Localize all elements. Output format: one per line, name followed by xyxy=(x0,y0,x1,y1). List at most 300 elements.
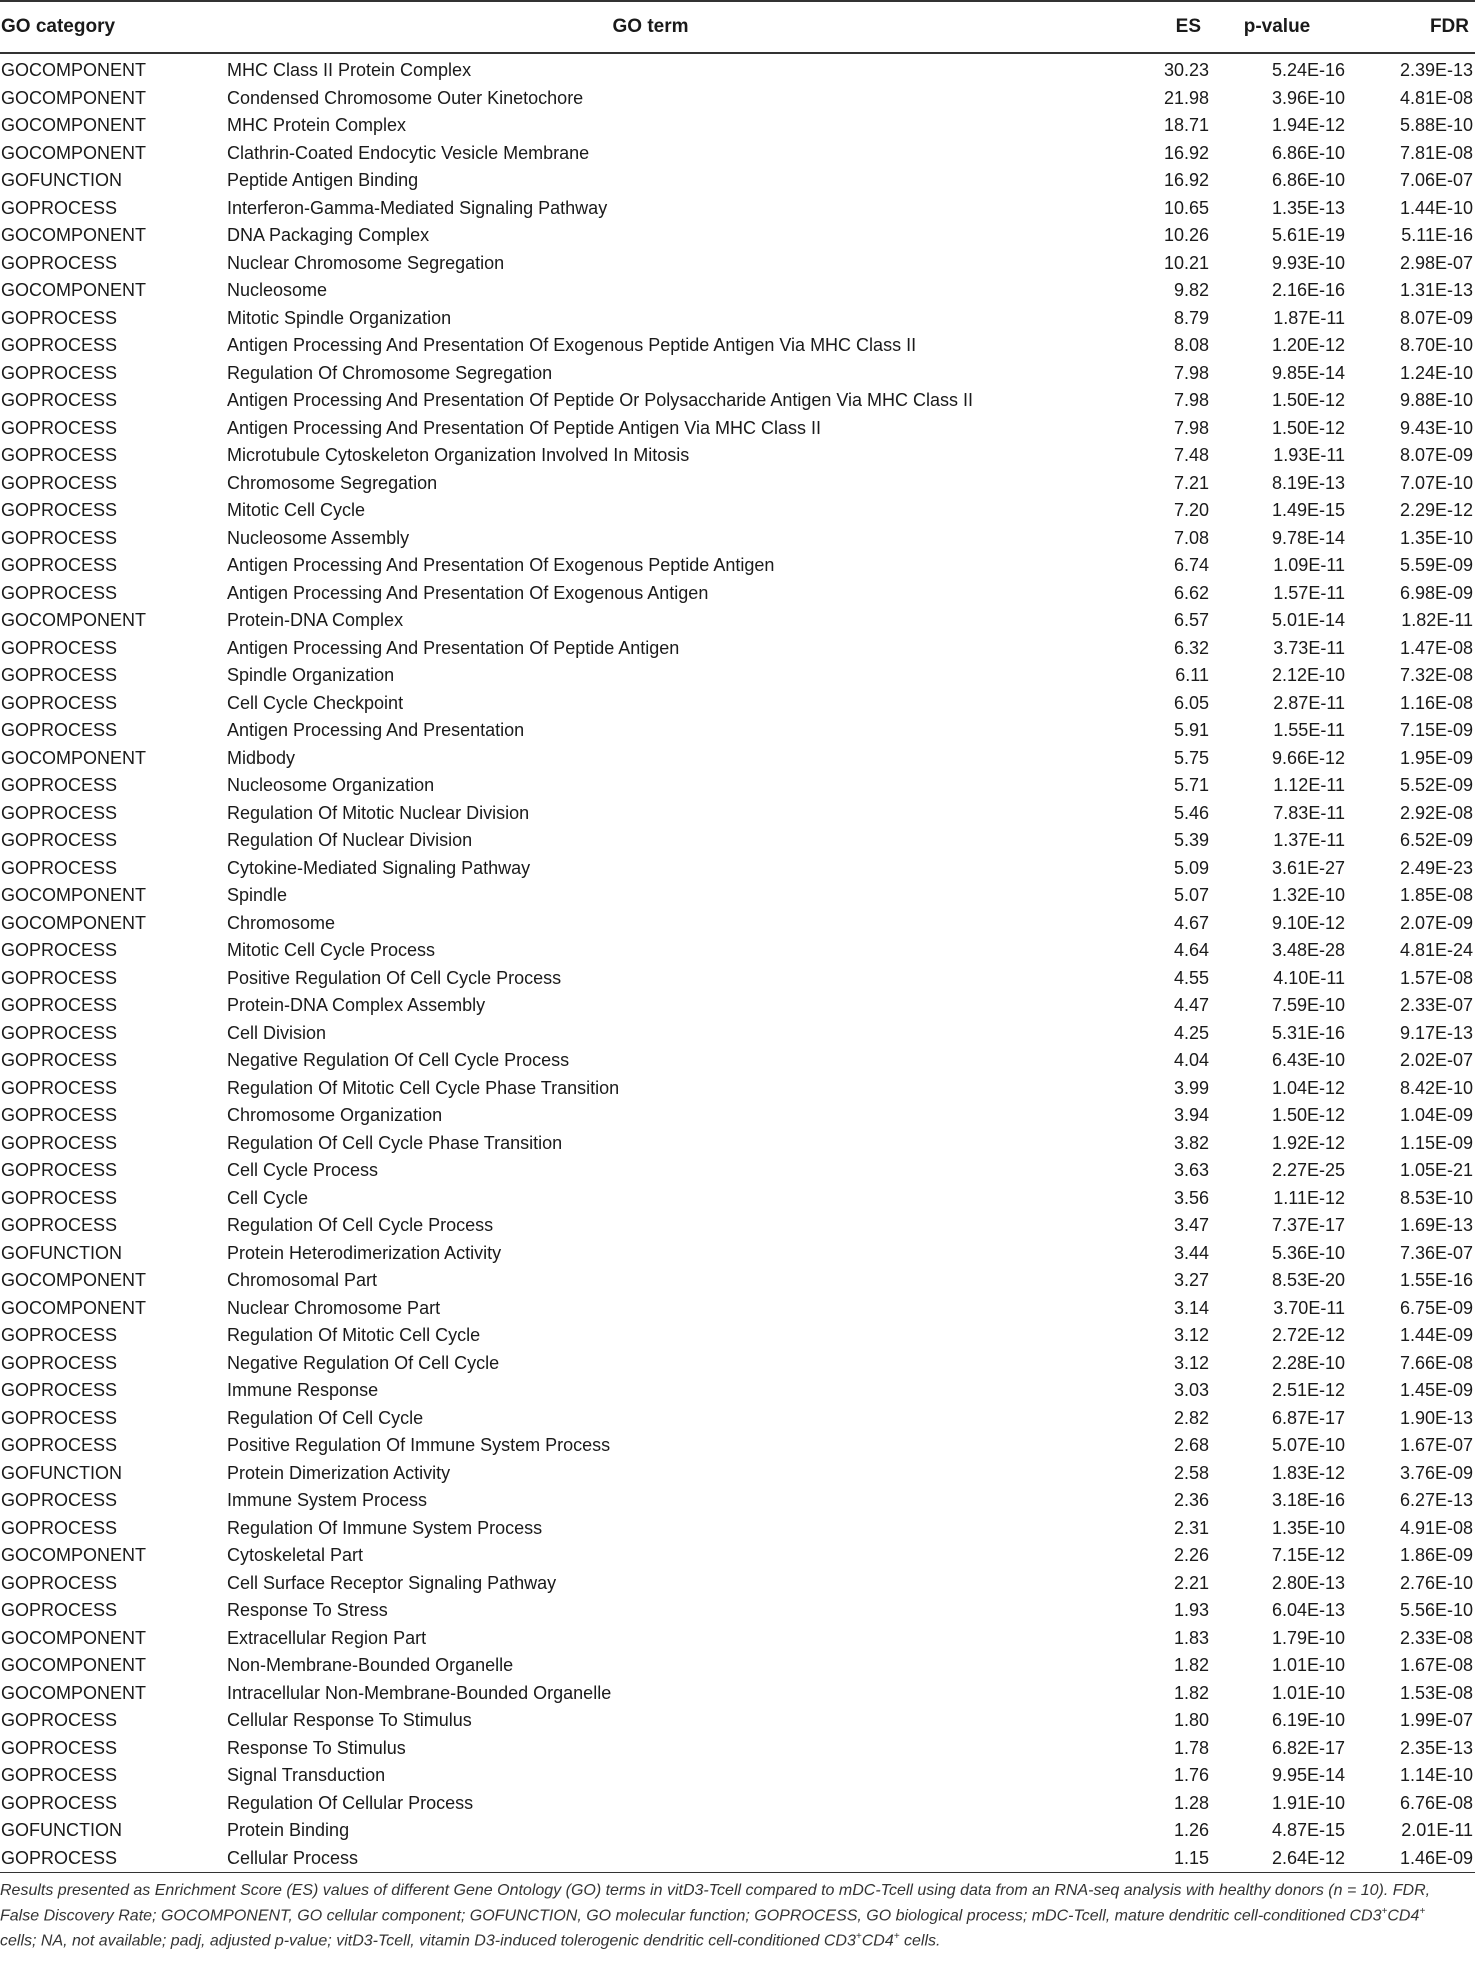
cell-go-category: GOCOMPONENT xyxy=(1,747,147,768)
cell-go-category: GOPROCESS xyxy=(1,1325,118,1345)
cell-p-value: 4.87E-15 xyxy=(1271,1820,1345,1840)
table-row xyxy=(0,1295,1475,1323)
table-row xyxy=(0,1515,1475,1543)
table-row xyxy=(0,53,1475,85)
cell-go-category: GOPROCESS xyxy=(1,252,118,273)
cell-fdr: 1.05E-21 xyxy=(1399,1160,1473,1180)
cell-p-value: 9.95E-14 xyxy=(1271,1765,1345,1785)
cell-fdr: 1.99E-07 xyxy=(1399,1710,1473,1730)
cell-go-category: GOPROCESS xyxy=(1,582,118,603)
table-row xyxy=(0,552,1475,580)
cell-fdr: 2.01E-11 xyxy=(1401,1820,1473,1840)
table-row xyxy=(0,1185,1475,1213)
cell-p-value: 6.04E-13 xyxy=(1271,1600,1345,1620)
cell-go-term: Nuclear Chromosome Part xyxy=(227,1297,441,1318)
table-row xyxy=(0,662,1475,690)
cell-es: 6.05 xyxy=(1173,692,1209,713)
cell-go-term: Spindle Organization xyxy=(227,665,395,685)
cell-go-category: GOCOMPONENT xyxy=(1,1297,147,1318)
table-row xyxy=(0,1102,1475,1130)
cell-es: 8.79 xyxy=(1173,307,1209,328)
cell-es: 6.57 xyxy=(1173,610,1209,630)
cell-fdr: 7.81E-08 xyxy=(1399,142,1473,163)
cell-es: 6.74 xyxy=(1173,555,1209,575)
cell-fdr: 1.69E-13 xyxy=(1399,1215,1473,1235)
table-row xyxy=(0,1542,1475,1570)
cell-p-value: 6.86E-10 xyxy=(1271,142,1345,163)
footnote-sup-2: + xyxy=(1419,1906,1426,1917)
footnote-text-1: Results presented as Enrichment Score (ES) values of different Gene Ontology (GO) terms in vitD3-Tcell compared to mDC-Tcell using data from an RNA-seq analysis with healthy donors (n = 10). FDR, False Discovery Rate; GOCOMPONENT, GO cellular component; GOFUNCTION, GO molecular function; GOPROCESS, GO biological process; mDC-Tcell, mature dendritic cell-conditioned CD3 xyxy=(0,1882,1431,1925)
cell-es: 2.26 xyxy=(1173,1545,1209,1565)
cell-fdr: 1.53E-08 xyxy=(1399,1682,1473,1703)
table-row xyxy=(0,1625,1475,1653)
cell-fdr: 4.81E-24 xyxy=(1399,940,1473,960)
cell-go-term: Nucleosome Organization xyxy=(227,775,435,795)
table-row xyxy=(0,855,1475,883)
table-row xyxy=(0,1597,1475,1625)
cell-p-value: 3.18E-16 xyxy=(1271,1490,1345,1510)
cell-fdr: 2.35E-13 xyxy=(1399,1737,1473,1758)
cell-fdr: 5.11E-16 xyxy=(1401,225,1473,245)
table-row xyxy=(0,1570,1475,1598)
table-row xyxy=(0,1047,1475,1075)
cell-p-value: 1.09E-11 xyxy=(1273,555,1345,575)
cell-go-term: Antigen Processing And Presentation Of Exogenous Antigen xyxy=(227,582,709,603)
cell-go-term: Regulation Of Cell Cycle Phase Transition xyxy=(227,1132,563,1153)
cell-go-term: Cell Cycle Checkpoint xyxy=(227,692,404,713)
cell-go-term: Mitotic Spindle Organization xyxy=(227,307,452,328)
table-row xyxy=(0,580,1475,608)
cell-go-category: GOCOMPONENT xyxy=(1,280,147,300)
cell-go-category: GOPROCESS xyxy=(1,362,118,383)
cell-p-value: 3.61E-27 xyxy=(1271,857,1345,878)
cell-es: 4.64 xyxy=(1173,940,1209,960)
table-row xyxy=(0,717,1475,745)
table-row xyxy=(0,607,1475,635)
cell-go-term: DNA Packaging Complex xyxy=(227,225,430,245)
cell-go-category: GOCOMPONENT xyxy=(1,610,147,630)
cell-fdr: 6.27E-13 xyxy=(1399,1490,1473,1510)
cell-p-value: 1.55E-11 xyxy=(1273,720,1345,740)
cell-go-category: GOFUNCTION xyxy=(1,170,122,190)
cell-go-category: GOCOMPONENT xyxy=(1,60,147,80)
cell-fdr: 1.95E-09 xyxy=(1399,747,1473,768)
cell-p-value: 6.43E-10 xyxy=(1271,1050,1345,1070)
table-row xyxy=(0,1845,1475,1873)
cell-es: 10.26 xyxy=(1163,225,1209,245)
cell-es: 5.71 xyxy=(1173,775,1209,795)
cell-go-category: GOPROCESS xyxy=(1,1215,118,1235)
cell-p-value: 6.82E-17 xyxy=(1271,1737,1345,1758)
cell-es: 7.98 xyxy=(1173,390,1209,410)
cell-es: 2.58 xyxy=(1173,1462,1209,1483)
cell-go-term: Regulation Of Cell Cycle Process xyxy=(227,1215,494,1235)
table-row xyxy=(0,1157,1475,1185)
cell-p-value: 5.24E-16 xyxy=(1271,60,1345,80)
table-row xyxy=(0,1267,1475,1295)
cell-go-term: Antigen Processing And Presentation xyxy=(227,720,525,740)
cell-fdr: 8.07E-09 xyxy=(1399,445,1473,465)
cell-go-term: Chromosome Segregation xyxy=(227,472,438,493)
cell-fdr: 7.15E-09 xyxy=(1399,720,1473,740)
cell-go-category: GOPROCESS xyxy=(1,417,118,438)
cell-go-term: Clathrin-Coated Endocytic Vesicle Membrane xyxy=(227,142,590,163)
cell-fdr: 3.76E-09 xyxy=(1399,1462,1473,1483)
cell-es: 4.67 xyxy=(1173,912,1209,933)
cell-go-term: Regulation Of Mitotic Cell Cycle Phase Transition xyxy=(227,1077,620,1098)
table-row xyxy=(0,882,1475,910)
cell-p-value: 1.49E-15 xyxy=(1271,500,1345,520)
cell-go-term: Spindle xyxy=(227,885,288,905)
cell-es: 21.98 xyxy=(1163,87,1209,108)
footnote-text-3: cells; NA, not available; padj, adjusted p-value; vitD3-Tcell, vitamin D3-induced tolerogenic dendritic cell-conditioned CD3 xyxy=(0,1932,856,1950)
cell-go-category: GOCOMPONENT xyxy=(1,1655,147,1675)
cell-go-term: Nucleosome Assembly xyxy=(227,527,410,548)
cell-es: 5.07 xyxy=(1173,885,1209,905)
cell-fdr: 1.67E-07 xyxy=(1399,1435,1473,1455)
cell-fdr: 1.45E-09 xyxy=(1399,1380,1473,1400)
cell-es: 1.80 xyxy=(1173,1710,1209,1730)
cell-fdr: 1.44E-10 xyxy=(1399,197,1473,218)
cell-es: 3.94 xyxy=(1173,1105,1209,1125)
cell-go-category: GOPROCESS xyxy=(1,390,118,410)
table-row xyxy=(0,360,1475,388)
table-footnote xyxy=(0,1880,1450,1952)
cell-es: 3.03 xyxy=(1173,1380,1209,1400)
header-es: ES xyxy=(1074,1,1209,53)
table-row xyxy=(0,525,1475,553)
table-body xyxy=(0,53,1475,1873)
cell-p-value: 9.10E-12 xyxy=(1271,912,1345,933)
table-row xyxy=(0,937,1475,965)
cell-fdr: 6.75E-09 xyxy=(1399,1297,1473,1318)
cell-es: 1.83 xyxy=(1173,1627,1209,1648)
cell-go-category: GOPROCESS xyxy=(1,1160,118,1180)
cell-go-term: Antigen Processing And Presentation Of Peptide Antigen xyxy=(227,637,680,658)
cell-es: 5.91 xyxy=(1173,720,1209,740)
table-row xyxy=(0,690,1475,718)
cell-fdr: 1.14E-10 xyxy=(1399,1765,1473,1785)
cell-go-category: GOCOMPONENT xyxy=(1,1270,147,1290)
cell-es: 3.12 xyxy=(1173,1352,1209,1373)
cell-p-value: 3.96E-10 xyxy=(1271,87,1345,108)
cell-es: 3.44 xyxy=(1173,1242,1209,1263)
table-row xyxy=(0,1652,1475,1680)
cell-p-value: 5.36E-10 xyxy=(1271,1242,1345,1263)
cell-p-value: 1.37E-11 xyxy=(1273,830,1345,850)
cell-go-category: GOCOMPONENT xyxy=(1,1545,147,1565)
cell-fdr: 1.04E-09 xyxy=(1399,1105,1473,1125)
cell-go-category: GOPROCESS xyxy=(1,1737,118,1758)
cell-fdr: 9.43E-10 xyxy=(1399,417,1473,438)
cell-go-term: Antigen Processing And Presentation Of Peptide Antigen Via MHC Class II xyxy=(227,417,821,438)
cell-es: 5.09 xyxy=(1173,857,1209,878)
cell-go-term: Negative Regulation Of Cell Cycle xyxy=(227,1352,500,1373)
cell-go-term: Protein Dimerization Activity xyxy=(227,1462,451,1483)
cell-es: 1.93 xyxy=(1173,1600,1209,1620)
cell-go-category: GOPROCESS xyxy=(1,1600,118,1620)
cell-es: 3.47 xyxy=(1173,1215,1209,1235)
cell-go-category: GOCOMPONENT xyxy=(1,115,147,135)
cell-fdr: 5.88E-10 xyxy=(1399,115,1473,135)
cell-go-term: Immune System Process xyxy=(227,1490,428,1510)
cell-go-term: Nucleosome xyxy=(227,280,328,300)
table-row xyxy=(0,965,1475,993)
table-row xyxy=(0,497,1475,525)
cell-go-category: GOPROCESS xyxy=(1,1050,118,1070)
cell-es: 3.63 xyxy=(1173,1160,1209,1180)
cell-fdr: 2.92E-08 xyxy=(1399,802,1473,823)
cell-p-value: 2.72E-12 xyxy=(1271,1325,1345,1345)
cell-es: 7.20 xyxy=(1173,500,1209,520)
cell-go-term: MHC Protein Complex xyxy=(227,115,407,135)
table-row xyxy=(0,167,1475,195)
cell-fdr: 4.81E-08 xyxy=(1399,87,1473,108)
cell-fdr: 7.06E-07 xyxy=(1399,170,1473,190)
cell-es: 5.46 xyxy=(1173,802,1209,823)
cell-es: 3.27 xyxy=(1173,1270,1209,1290)
cell-go-term: Response To Stress xyxy=(227,1600,388,1620)
cell-fdr: 9.88E-10 xyxy=(1399,390,1473,410)
table-row xyxy=(0,1130,1475,1158)
cell-es: 9.82 xyxy=(1173,280,1209,300)
cell-es: 8.08 xyxy=(1173,335,1209,355)
cell-p-value: 6.19E-10 xyxy=(1271,1710,1345,1730)
header-go-category: GO category xyxy=(0,1,227,53)
cell-p-value: 1.01E-10 xyxy=(1271,1682,1345,1703)
cell-p-value: 1.04E-12 xyxy=(1271,1077,1345,1098)
cell-es: 2.68 xyxy=(1173,1435,1209,1455)
cell-go-category: GOPROCESS xyxy=(1,1077,118,1098)
table-row xyxy=(0,1680,1475,1708)
cell-go-category: GOPROCESS xyxy=(1,1435,118,1455)
cell-p-value: 1.01E-10 xyxy=(1271,1655,1345,1675)
cell-p-value: 9.85E-14 xyxy=(1271,362,1345,383)
cell-p-value: 3.48E-28 xyxy=(1271,940,1345,960)
cell-es: 4.47 xyxy=(1173,995,1209,1015)
cell-es: 6.11 xyxy=(1175,665,1209,685)
table-row xyxy=(0,1735,1475,1763)
cell-fdr: 1.85E-08 xyxy=(1399,885,1473,905)
cell-p-value: 7.59E-10 xyxy=(1271,995,1345,1015)
cell-p-value: 6.87E-17 xyxy=(1271,1407,1345,1428)
header-row xyxy=(0,1,1475,53)
cell-go-category: GOCOMPONENT xyxy=(1,142,147,163)
cell-go-category: GOPROCESS xyxy=(1,637,118,658)
cell-es: 10.65 xyxy=(1163,197,1209,218)
table-row xyxy=(0,195,1475,223)
table-row xyxy=(0,1322,1475,1350)
cell-go-category: GOCOMPONENT xyxy=(1,87,147,108)
cell-go-term: Chromosome Organization xyxy=(227,1105,443,1125)
cell-fdr: 1.86E-09 xyxy=(1399,1545,1473,1565)
cell-es: 3.12 xyxy=(1173,1325,1209,1345)
cell-go-category: GOCOMPONENT xyxy=(1,1627,147,1648)
cell-fdr: 2.02E-07 xyxy=(1399,1050,1473,1070)
header-p-value: p-value xyxy=(1209,1,1345,53)
cell-go-category: GOPROCESS xyxy=(1,1380,118,1400)
cell-es: 6.62 xyxy=(1173,582,1209,603)
cell-es: 2.82 xyxy=(1173,1407,1209,1428)
cell-es: 7.48 xyxy=(1173,445,1209,465)
table-row xyxy=(0,635,1475,663)
cell-p-value: 5.07E-10 xyxy=(1271,1435,1345,1455)
cell-es: 3.56 xyxy=(1173,1187,1209,1208)
cell-p-value: 1.32E-10 xyxy=(1271,885,1345,905)
cell-go-category: GOCOMPONENT xyxy=(1,885,147,905)
table-row xyxy=(0,1240,1475,1268)
cell-es: 7.21 xyxy=(1173,472,1209,493)
cell-fdr: 1.47E-08 xyxy=(1399,637,1473,658)
cell-es: 3.99 xyxy=(1173,1077,1209,1098)
cell-go-term: Antigen Processing And Presentation Of Exogenous Peptide Antigen xyxy=(227,555,775,575)
cell-fdr: 1.55E-16 xyxy=(1399,1270,1473,1290)
cell-p-value: 2.28E-10 xyxy=(1271,1352,1345,1373)
cell-go-term: Regulation Of Mitotic Cell Cycle xyxy=(227,1325,481,1345)
cell-p-value: 2.12E-10 xyxy=(1271,665,1345,685)
cell-go-term: Chromosome xyxy=(227,912,336,933)
cell-fdr: 1.15E-09 xyxy=(1399,1132,1473,1153)
cell-fdr: 6.98E-09 xyxy=(1399,582,1473,603)
cell-fdr: 2.33E-08 xyxy=(1399,1627,1473,1648)
cell-go-category: GOCOMPONENT xyxy=(1,1682,147,1703)
cell-fdr: 1.90E-13 xyxy=(1399,1407,1473,1428)
table-row xyxy=(0,1707,1475,1735)
table-row xyxy=(0,910,1475,938)
cell-go-category: GOPROCESS xyxy=(1,445,118,465)
cell-go-category: GOPROCESS xyxy=(1,1517,118,1538)
cell-go-category: GOFUNCTION xyxy=(1,1462,122,1483)
cell-fdr: 1.46E-09 xyxy=(1345,1845,1475,1873)
cell-fdr: 8.42E-10 xyxy=(1399,1077,1473,1098)
cell-fdr: 2.07E-09 xyxy=(1399,912,1473,933)
cell-fdr: 2.98E-07 xyxy=(1399,252,1473,273)
header-go-term: GO term xyxy=(227,1,1074,53)
table-row xyxy=(0,1350,1475,1378)
table-row xyxy=(0,1790,1475,1818)
cell-p-value: 3.73E-11 xyxy=(1273,637,1345,658)
cell-p-value: 2.51E-12 xyxy=(1271,1380,1345,1400)
cell-es: 2.21 xyxy=(1173,1572,1209,1593)
cell-go-category: GOPROCESS xyxy=(1,197,118,218)
table-row xyxy=(0,1020,1475,1048)
cell-p-value: 9.93E-10 xyxy=(1271,252,1345,273)
cell-go-category: GOPROCESS xyxy=(1,1710,118,1730)
cell-p-value: 1.12E-11 xyxy=(1273,775,1345,795)
table-row xyxy=(0,305,1475,333)
cell-fdr: 1.16E-08 xyxy=(1399,692,1473,713)
table-row xyxy=(0,222,1475,250)
cell-fdr: 1.57E-08 xyxy=(1399,967,1473,988)
cell-es: 4.04 xyxy=(1173,1050,1209,1070)
table-row xyxy=(0,992,1475,1020)
cell-es: 30.23 xyxy=(1163,60,1209,80)
cell-go-term: Response To Stimulus xyxy=(227,1737,406,1758)
cell-go-category: GOPROCESS xyxy=(1,665,118,685)
cell-es: 10.21 xyxy=(1163,252,1209,273)
table-row xyxy=(0,277,1475,305)
cell-go-term: Cytoskeletal Part xyxy=(227,1545,364,1565)
cell-go-term: Cell Cycle xyxy=(227,1187,309,1208)
cell-fdr: 7.36E-07 xyxy=(1399,1242,1473,1263)
cell-p-value: 1.93E-11 xyxy=(1273,445,1345,465)
cell-fdr: 2.39E-13 xyxy=(1399,60,1473,80)
cell-go-term: Cellular Response To Stimulus xyxy=(227,1710,472,1730)
cell-p-value: 7.15E-12 xyxy=(1271,1545,1345,1565)
cell-es: 1.76 xyxy=(1173,1765,1209,1785)
cell-go-category: GOPROCESS xyxy=(1,527,118,548)
cell-go-term: Intracellular Non-Membrane-Bounded Organelle xyxy=(227,1682,612,1703)
cell-go-category: GOPROCESS xyxy=(1,1132,118,1153)
cell-es: 1.82 xyxy=(1173,1682,1209,1703)
cell-go-term: Protein-DNA Complex Assembly xyxy=(227,995,486,1015)
cell-es: 4.25 xyxy=(1173,1022,1209,1043)
cell-p-value: 1.87E-11 xyxy=(1273,307,1345,328)
cell-go-category: GOPROCESS xyxy=(1,775,118,795)
cell-go-term: Immune Response xyxy=(227,1380,379,1400)
cell-fdr: 1.31E-13 xyxy=(1399,280,1473,300)
cell-p-value: 1.57E-11 xyxy=(1273,582,1345,603)
cell-go-category: GOPROCESS xyxy=(1,472,118,493)
cell-go-category: GOFUNCTION xyxy=(1,1242,122,1263)
cell-fdr: 6.76E-08 xyxy=(1399,1792,1473,1813)
cell-p-value: 1.79E-10 xyxy=(1271,1627,1345,1648)
cell-p-value: 3.70E-11 xyxy=(1273,1297,1345,1318)
cell-go-term: Cytokine-Mediated Signaling Pathway xyxy=(227,857,531,878)
cell-go-term: Cell Surface Receptor Signaling Pathway xyxy=(227,1572,557,1593)
table-header xyxy=(0,1,1475,53)
cell-go-term: Regulation Of Chromosome Segregation xyxy=(227,362,553,383)
cell-go-category: GOPROCESS xyxy=(1,940,118,960)
cell-go-term: Protein Binding xyxy=(227,1820,350,1840)
table-row xyxy=(0,332,1475,360)
table-row xyxy=(0,85,1475,113)
cell-fdr: 2.29E-12 xyxy=(1399,500,1473,520)
cell-go-category: GOPROCESS xyxy=(1,1187,118,1208)
cell-fdr: 6.52E-09 xyxy=(1399,830,1473,850)
cell-go-term: Peptide Antigen Binding xyxy=(227,170,419,190)
cell-p-value: 9.78E-14 xyxy=(1271,527,1345,548)
cell-es: 1.82 xyxy=(1173,1655,1209,1675)
cell-p-value: 1.50E-12 xyxy=(1271,417,1345,438)
cell-p-value: 2.64E-12 xyxy=(1209,1845,1345,1873)
footnote-sup-4: + xyxy=(893,1931,900,1943)
cell-fdr: 4.91E-08 xyxy=(1399,1517,1473,1538)
table-row xyxy=(0,140,1475,168)
cell-go-term: Signal Transduction xyxy=(227,1765,386,1785)
cell-go-category: GOPROCESS xyxy=(1,802,118,823)
table-row xyxy=(0,1377,1475,1405)
cell-es: 6.32 xyxy=(1173,637,1209,658)
cell-go-category: GOPROCESS xyxy=(0,1845,227,1873)
cell-es: 7.98 xyxy=(1173,417,1209,438)
cell-p-value: 1.11E-12 xyxy=(1273,1187,1345,1208)
cell-p-value: 4.10E-11 xyxy=(1273,967,1345,988)
cell-fdr: 7.66E-08 xyxy=(1399,1352,1473,1373)
cell-fdr: 1.24E-10 xyxy=(1399,362,1473,383)
cell-go-category: GOPROCESS xyxy=(1,1022,118,1043)
cell-go-category: GOPROCESS xyxy=(1,500,118,520)
cell-fdr: 8.70E-10 xyxy=(1399,335,1473,355)
cell-go-category: GOPROCESS xyxy=(1,1352,118,1373)
cell-es: 2.31 xyxy=(1173,1517,1209,1538)
cell-fdr: 8.53E-10 xyxy=(1399,1187,1473,1208)
cell-go-term: Protein-DNA Complex xyxy=(227,610,404,630)
table-row xyxy=(0,1762,1475,1790)
cell-es: 3.14 xyxy=(1173,1297,1209,1318)
cell-go-category: GOPROCESS xyxy=(1,830,118,850)
table-row xyxy=(0,1212,1475,1240)
